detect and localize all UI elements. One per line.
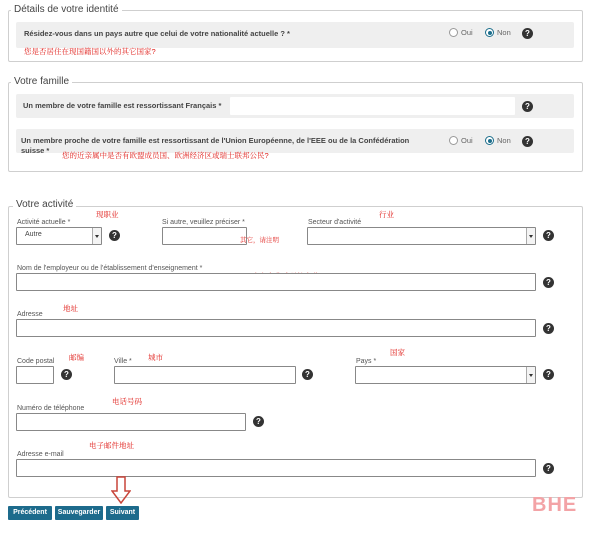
precedent-button[interactable]: Précédent [8, 506, 52, 520]
chevron-down-icon [526, 367, 535, 383]
pays-label: Pays * [356, 358, 377, 365]
family-q2-translation: 您的近亲属中是否有欧盟成员国、欧洲经济区或瑞士联邦公民? [62, 151, 269, 160]
cp-input[interactable] [16, 366, 54, 384]
help-icon[interactable]: ? [253, 416, 264, 427]
ville-label: Ville * [114, 358, 132, 365]
help-icon[interactable]: ? [302, 369, 313, 380]
family-q2-line2: suisse * [21, 146, 50, 155]
preciser-translation: 其它，请注明 [240, 237, 279, 244]
preciser-label: Si autre, veuillez préciser * [162, 219, 245, 226]
family-q1: Un membre de votre famille est ressortissant Français * [23, 101, 222, 110]
identity-oui-radio[interactable] [449, 28, 458, 37]
help-icon[interactable]: ? [543, 230, 554, 241]
tel-translation: 电话号码 [112, 397, 142, 406]
identity-legend: Détails de votre identité [11, 4, 122, 16]
help-icon[interactable]: ? [61, 369, 72, 380]
tel-input[interactable] [16, 413, 246, 431]
help-icon[interactable]: ? [543, 369, 554, 380]
pays-select[interactable] [355, 366, 536, 384]
activite-label: Activité actuelle * [17, 219, 71, 226]
activity-legend: Votre activité [13, 199, 76, 211]
ville-input[interactable] [114, 366, 296, 384]
identity-translation: 您是否居住在现国籍国以外的其它国家? [24, 47, 156, 56]
identity-question: Résidez-vous dans un pays autre que celui de votre nationalité actuelle ? * [24, 29, 290, 38]
activite-select[interactable] [16, 227, 102, 245]
secteur-label: Secteur d'activité [308, 219, 362, 226]
family-non-label: Non [497, 136, 511, 145]
pays-translation: 国家 [390, 348, 405, 357]
help-icon[interactable]: ? [522, 28, 533, 39]
cp-translation: 邮编 [69, 353, 84, 362]
family-non-radio[interactable] [485, 136, 494, 145]
sauvegarder-button[interactable]: Sauvegarder [55, 506, 103, 520]
adresse-translation: 地址 [63, 304, 78, 313]
cp-label: Code postal [17, 358, 55, 365]
employeur-input[interactable] [16, 273, 536, 291]
secteur-select[interactable] [307, 227, 536, 245]
family-oui-label: Oui [461, 136, 473, 145]
adresse-input[interactable] [16, 319, 536, 337]
identity-non-radio[interactable] [485, 28, 494, 37]
activite-value: Autre [25, 231, 42, 238]
activity-fieldset [8, 206, 583, 498]
tel-label: Numéro de téléphone [17, 405, 85, 412]
family-legend: Votre famille [11, 76, 72, 88]
email-translation: 电子邮件地址 [89, 441, 134, 450]
suivant-button[interactable]: Suivant [106, 506, 139, 520]
activite-translation: 现职业 [96, 210, 119, 219]
help-icon[interactable]: ? [522, 136, 533, 147]
family-oui-radio[interactable] [449, 136, 458, 145]
help-icon[interactable]: ? [522, 101, 533, 112]
identity-oui-label: Oui [461, 28, 473, 37]
identity-non-label: Non [497, 28, 511, 37]
family-q1-whitebox [230, 97, 515, 115]
preciser-input[interactable] [162, 227, 247, 245]
adresse-label: Adresse [17, 311, 43, 318]
help-icon[interactable]: ? [109, 230, 120, 241]
help-icon[interactable]: ? [543, 277, 554, 288]
secteur-translation: 行业 [379, 210, 394, 219]
arrow-down-icon [111, 476, 131, 504]
employeur-label: Nom de l'employeur ou de l'établissement d'enseignement * [17, 265, 203, 272]
ville-translation: 城市 [148, 353, 163, 362]
family-q2-line1: Un membre proche de votre famille est ressortissant de l'Union Européenne, de l'EEE ou de la Confédération [21, 136, 410, 145]
help-icon[interactable]: ? [543, 323, 554, 334]
chevron-down-icon [526, 228, 535, 244]
email-input[interactable] [16, 459, 536, 477]
chevron-down-icon [92, 228, 101, 244]
watermark-logo: BHE [532, 494, 578, 516]
email-label: Adresse e-mail [17, 451, 64, 458]
help-icon[interactable]: ? [543, 463, 554, 474]
